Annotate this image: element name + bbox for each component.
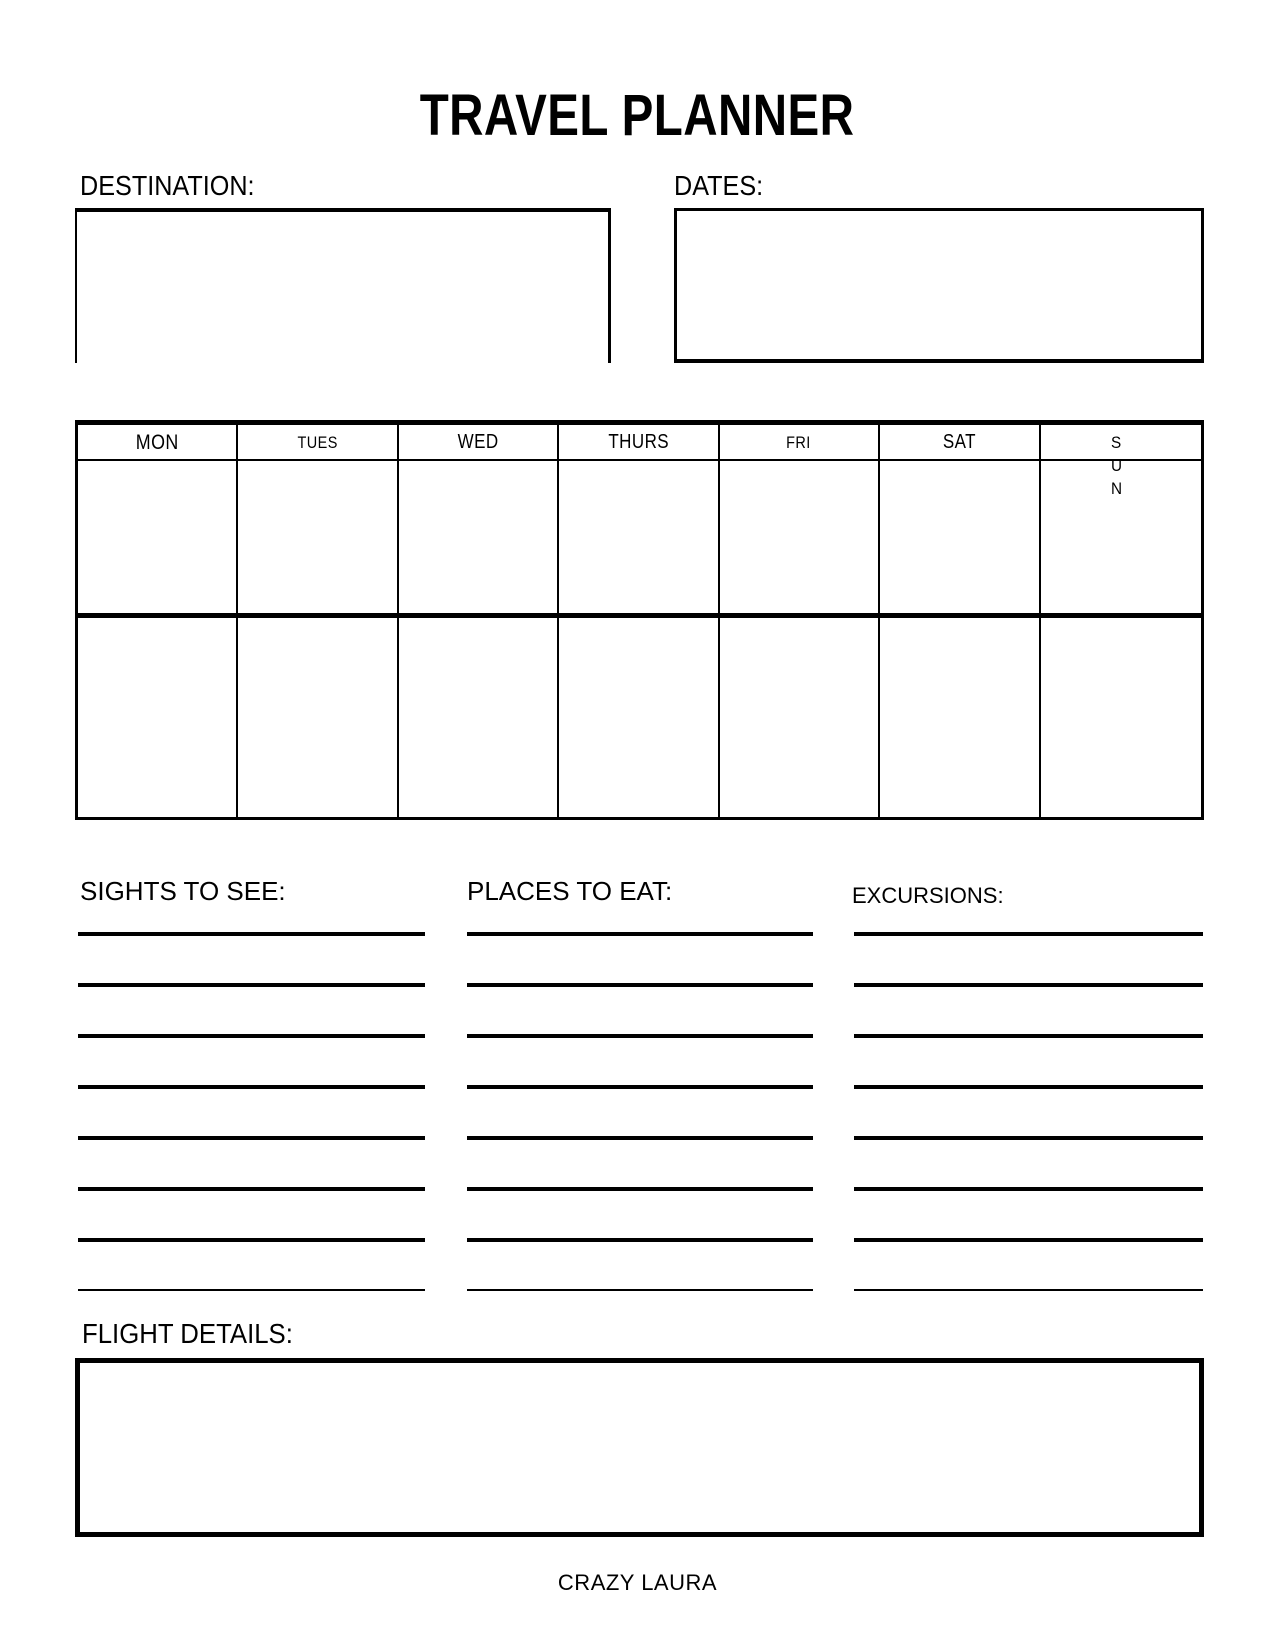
destination-label: DESTINATION:	[80, 170, 255, 201]
day-cell-tues-row1[interactable]	[238, 461, 398, 618]
day-cell-fri-row2[interactable]	[720, 618, 880, 817]
entry-line[interactable]	[854, 932, 1203, 983]
day-cell-wed-row1[interactable]	[399, 461, 559, 618]
footer-brand: CRAZY LAURA	[557, 1570, 718, 1595]
day-header-label: SUN	[1111, 433, 1123, 498]
flight-details-input-box[interactable]	[75, 1358, 1204, 1537]
page-title: TRAVEL PLANNER	[420, 83, 855, 148]
day-header-sat	[880, 425, 1040, 461]
places-to-eat-lines	[467, 932, 813, 1338]
day-cell-mon-row1[interactable]	[78, 461, 238, 618]
day-cell-sat-row1[interactable]	[880, 461, 1040, 618]
day-header-mon	[78, 425, 238, 461]
sights-to-see-label: SIGHTS TO SEE:	[80, 876, 286, 906]
dates-input-box[interactable]	[674, 208, 1204, 363]
week-table	[75, 420, 1204, 820]
day-cell-fri-row1[interactable]	[720, 461, 880, 618]
entry-line[interactable]	[854, 1034, 1203, 1085]
entry-line[interactable]	[854, 1136, 1203, 1187]
day-cell-wed-row2[interactable]	[399, 618, 559, 817]
day-header-label: THURS	[608, 430, 669, 453]
entry-line[interactable]	[78, 1136, 425, 1187]
entry-line[interactable]	[467, 1289, 813, 1338]
day-cell-sat-row2[interactable]	[880, 618, 1040, 817]
entry-line[interactable]	[467, 1034, 813, 1085]
entry-line[interactable]	[467, 983, 813, 1034]
excursions-lines	[854, 932, 1203, 1338]
day-header-fri	[720, 425, 880, 461]
day-header-sun	[1041, 425, 1201, 498]
entry-line[interactable]	[467, 932, 813, 983]
places-to-eat-label: PLACES TO EAT:	[467, 876, 673, 906]
entry-line[interactable]	[854, 983, 1203, 1034]
entry-line[interactable]	[467, 1085, 813, 1136]
entry-line[interactable]	[854, 1238, 1203, 1289]
entry-line[interactable]	[78, 1238, 425, 1289]
dates-label: DATES:	[674, 170, 764, 201]
entry-line[interactable]	[78, 1034, 425, 1085]
entry-line[interactable]	[467, 1187, 813, 1238]
entry-line[interactable]	[78, 983, 425, 1034]
entry-line[interactable]	[854, 1187, 1203, 1238]
entry-line[interactable]	[78, 1085, 425, 1136]
flight-details-label: FLIGHT DETAILS:	[82, 1318, 293, 1349]
day-header-thurs	[559, 425, 719, 461]
entry-line[interactable]	[467, 1136, 813, 1187]
entry-line[interactable]	[854, 1085, 1203, 1136]
day-header-label: WED	[457, 430, 499, 453]
day-header-label: TUES	[297, 432, 338, 452]
day-cell-tues-row2[interactable]	[238, 618, 398, 817]
day-cell-thurs-row2[interactable]	[559, 618, 719, 817]
day-header-wed	[399, 425, 559, 461]
destination-input-box[interactable]	[75, 208, 611, 363]
entry-line[interactable]	[78, 1187, 425, 1238]
entry-line[interactable]	[467, 1238, 813, 1289]
entry-line[interactable]	[78, 932, 425, 983]
sights-to-see-lines	[78, 932, 425, 1338]
day-header-label: SAT	[942, 430, 976, 453]
title-row	[0, 84, 1275, 148]
day-header-label: MON	[135, 430, 179, 454]
day-header-label: FRI	[786, 432, 812, 452]
day-header-tues	[238, 425, 398, 461]
day-cell-mon-row2[interactable]	[78, 618, 238, 817]
excursions-label: EXCURSIONS:	[852, 883, 1004, 908]
day-cell-sun-row2[interactable]	[1041, 618, 1201, 817]
entry-line[interactable]	[854, 1289, 1203, 1338]
footer-row	[0, 1570, 1275, 1596]
day-cell-thurs-row1[interactable]	[559, 461, 719, 618]
